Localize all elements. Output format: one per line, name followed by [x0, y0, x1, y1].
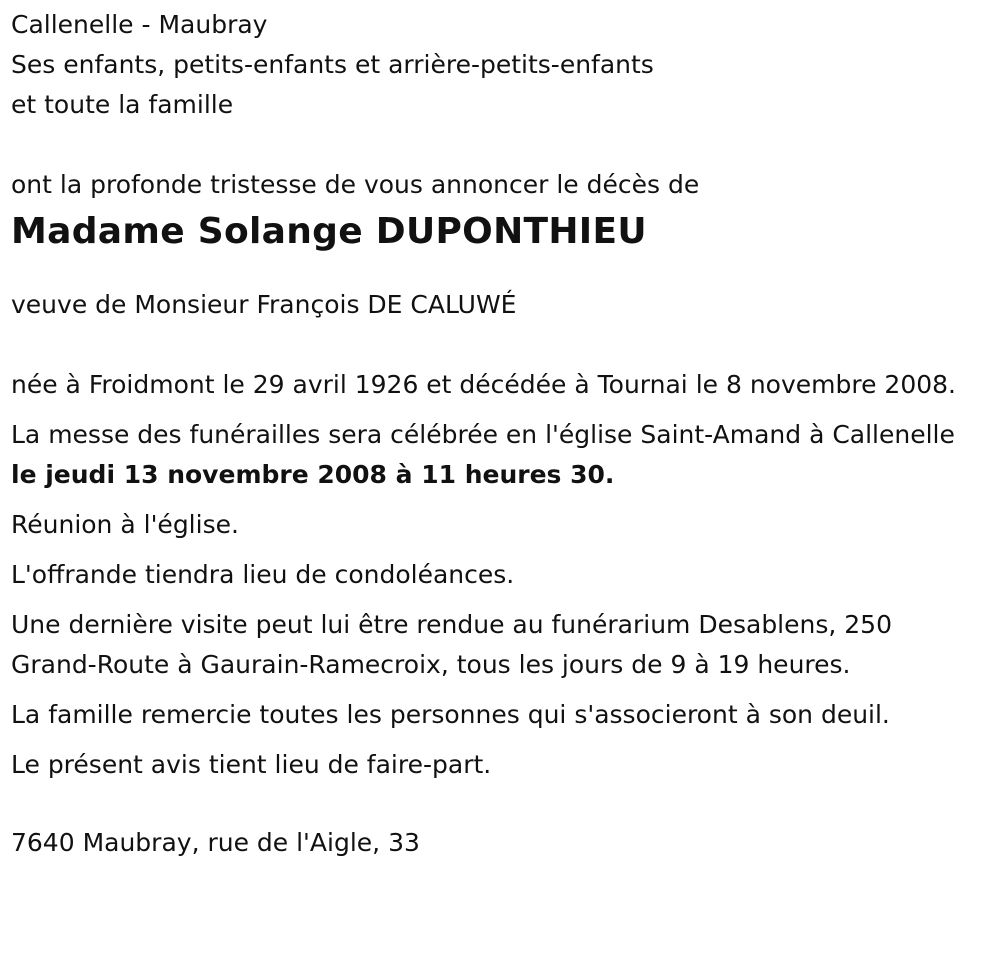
- thanks-text: La famille remercie toutes les personnes qui s'associeront à son deuil.: [11, 700, 890, 729]
- spacer: [11, 125, 960, 165]
- family-address: 7640 Maubray, rue de l'Aigle, 33: [11, 828, 420, 857]
- widow-of-text: veuve de Monsieur François DE CALUWÉ: [11, 290, 517, 319]
- announcement-text: ont la profonde tristesse de vous annoncer le décès de: [11, 170, 700, 199]
- birth-death-text: née à Froidmont le 29 avril 1926 et décédée à Tournai le 8 novembre 2008.: [11, 370, 956, 399]
- mass-text: [11, 415, 960, 495]
- mass-date: le jeudi 13 novembre 2008 à 11 heures 30.: [11, 460, 615, 489]
- meeting-text: Réunion à l'église.: [11, 510, 239, 539]
- family-line-1: Ses enfants, petits-enfants et arrière-petits-enfants: [11, 50, 654, 79]
- offering-text: L'offrande tiendra lieu de condoléances.: [11, 560, 515, 589]
- mass-location: La messe des funérailles sera célébrée en l'église Saint-Amand à Callenelle: [11, 420, 955, 449]
- header-place: Callenelle - Maubray: [11, 10, 268, 39]
- family-line-2: et toute la famille: [11, 90, 234, 119]
- deceased-name: Madame Solange DUPONTHIEU: [11, 211, 647, 252]
- notice-text: Le présent avis tient lieu de faire-part.: [11, 750, 492, 779]
- visit-text: Une dernière visite peut lui être rendue au funérarium Desablens, 250 Grand-Route à Gaurain-Ramecroix, tous les jours de 9 à 19 heures.: [11, 610, 892, 679]
